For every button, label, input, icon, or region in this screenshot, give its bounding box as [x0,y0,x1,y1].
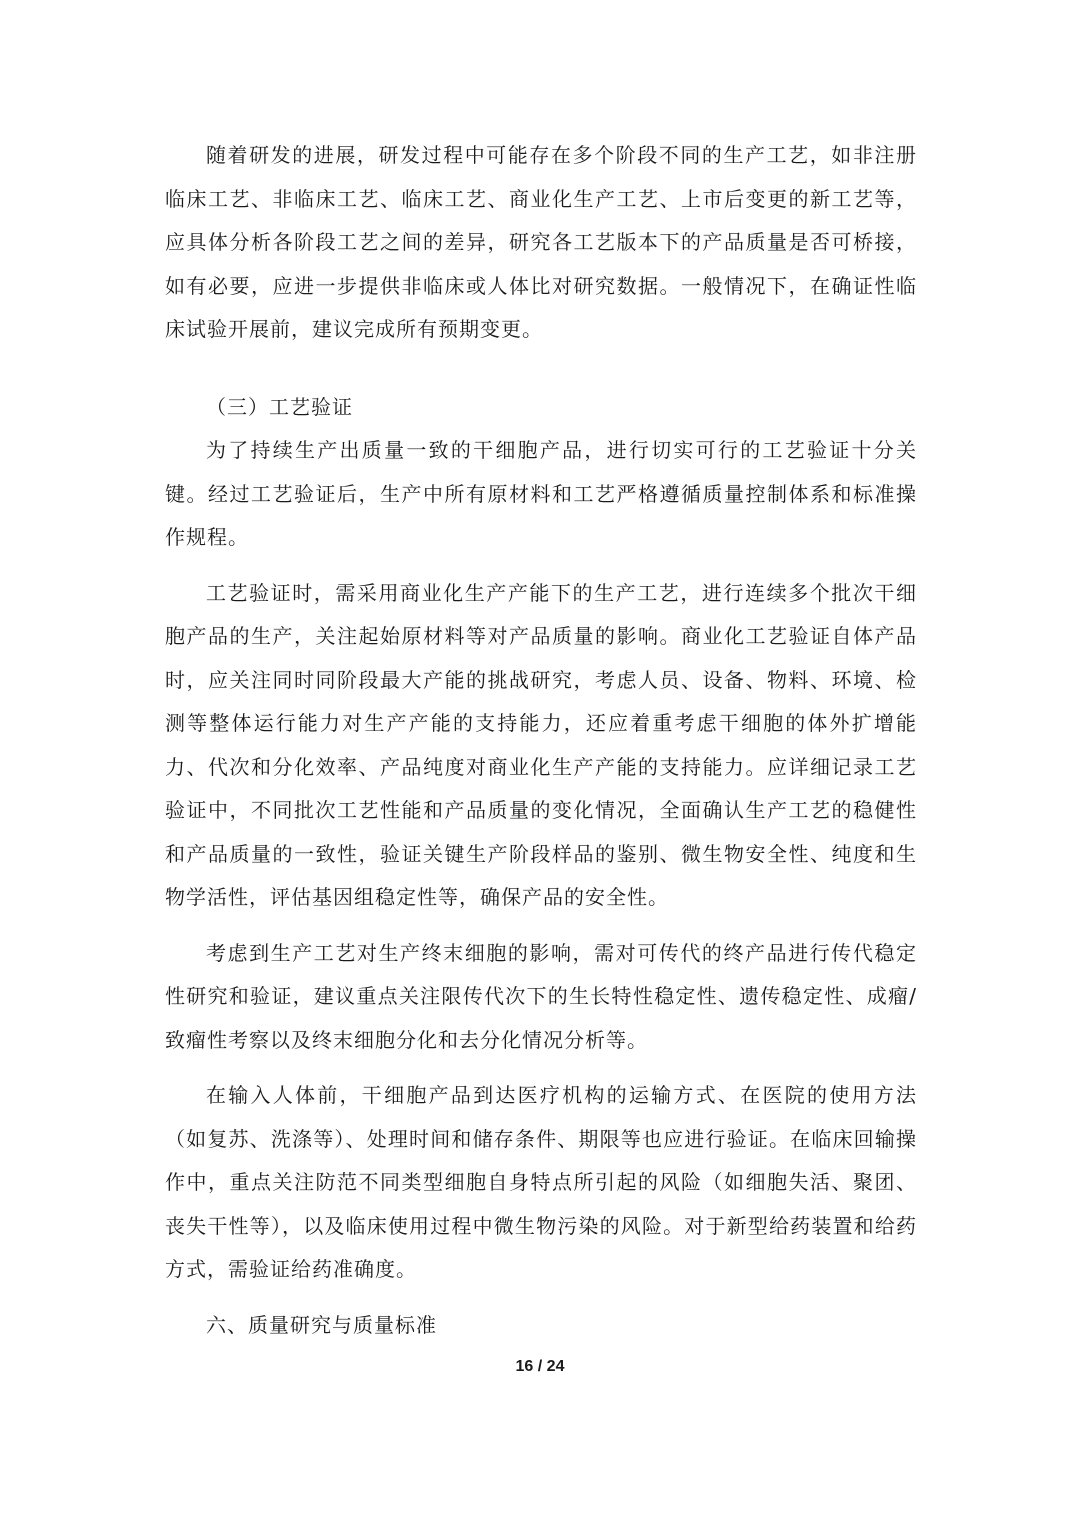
page-number: 16 / 24 [515,1358,565,1375]
page-body [165,134,917,1347]
paragraph-clinical-use-validation: 在输入人体前，干细胞产品到达医疗机构的运输方式、在医院的使用方法（如复苏、洗涤等）、处理时间和储存条件、期限等也应进行验证。在临床回输操作中，重点关注防范不同类型细胞自身特点所引起的风险（如细胞失活、聚团、丧失干性等），以及临床使用过程中微生物污染的风险。对于新型给药装置和给药方式，需验证给药准确度。 [165,1083,917,1281]
paragraph-validation-purpose: 为了持续生产出质量一致的干细胞产品，进行切实可行的工艺验证十分关键。经过工艺验证后，生产中所有原材料和工艺严格遵循质量控制体系和标准操作规程。 [165,438,917,549]
paragraph-process-versions: 随着研发的进展，研发过程中可能存在多个阶段不同的生产工艺，如非注册临床工艺、非临床工艺、临床工艺、商业化生产工艺、上市后变更的新工艺等，应具体分析各阶段工艺之间的差异，研究各工艺版本下的产品质量是否可桥接，如有必要，应进一步提供非临床或人体比对研究数据。一般情况下，在确证性临床试验开展前，建议完成所有预期变更。 [165,143,917,341]
section-heading-quality-standards: 六、质量研究与质量标准 [206,1312,437,1337]
paragraph-passage-stability: 考虑到生产工艺对生产终末细胞的影响，需对可传代的终产品进行传代稳定性研究和验证，建议重点关注限传代次下的生长特性稳定性、遗传稳定性、成瘤/致瘤性考察以及终末细胞分化和去分化情况分析等。 [165,940,917,1052]
section-heading-process-validation: （三）工艺验证 [206,394,353,419]
paragraph-validation-requirements: 工艺验证时，需采用商业化生产产能下的生产工艺，进行连续多个批次干细胞产品的生产，关注起始原材料等对产品质量的影响。商业化工艺验证自体产品时，应关注同时同阶段最大产能的挑战研究，考虑人员、设备、物料、环境、检测等整体运行能力对生产产能的支持能力，还应着重考虑干细胞的体外扩增能力、代次和分化效率、产品纯度对商业化生产产能的支持能力。应详细记录工艺验证中，不同批次工艺性能和产品质量的变化情况，全面确认生产工艺的稳健性和产品质量的一致性，验证关键生产阶段样品的鉴别、微生物安全性、纯度和生物学活性，评估基因组稳定性等，确保产品的安全性。 [165,580,917,909]
